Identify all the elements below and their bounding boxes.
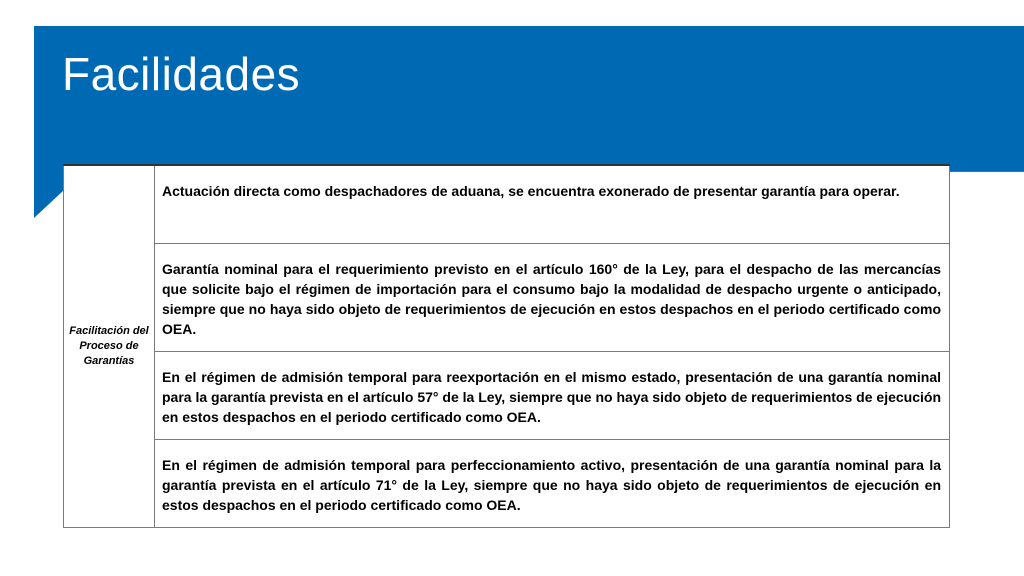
slide-title: Facilidades: [62, 48, 301, 100]
facilidades-table: [63, 164, 950, 528]
table-row: [64, 165, 950, 244]
facility-item: En el régimen de admisión temporal para perfeccionamiento activo, presentación de una garantía nominal para la garantía prevista en el artículo 71° de la Ley, siempre que no haya sido objeto de requerimientos de ejecución en estos despachos en el periodo certificado como OEA.: [155, 440, 950, 528]
facility-item: Actuación directa como despachadores de aduana, se encuentra exonerado de presentar garantía para operar.: [155, 165, 950, 244]
table-row: [64, 352, 950, 440]
table-row: [64, 244, 950, 352]
facility-item: Garantía nominal para el requerimiento previsto en el artículo 160° de la Ley, para el despacho de las mercancías que solicite bajo el régimen de importación para el consumo bajo la modalidad de despacho urgente o anticipado, siempre que no haya sido objeto de requerimientos de ejecución en estos despachos en el periodo certificado como OEA.: [155, 244, 950, 352]
facility-item: En el régimen de admisión temporal para reexportación en el mismo estado, presentación de una garantía nominal para la garantía prevista en el artículo 57° de la Ley, siempre que no haya sido objeto de requerimientos de ejecución en estos despachos en el periodo certificado como OEA.: [155, 352, 950, 440]
category-cell: Facilitación del Proceso de Garantías: [64, 165, 155, 528]
table-row: [64, 440, 950, 528]
